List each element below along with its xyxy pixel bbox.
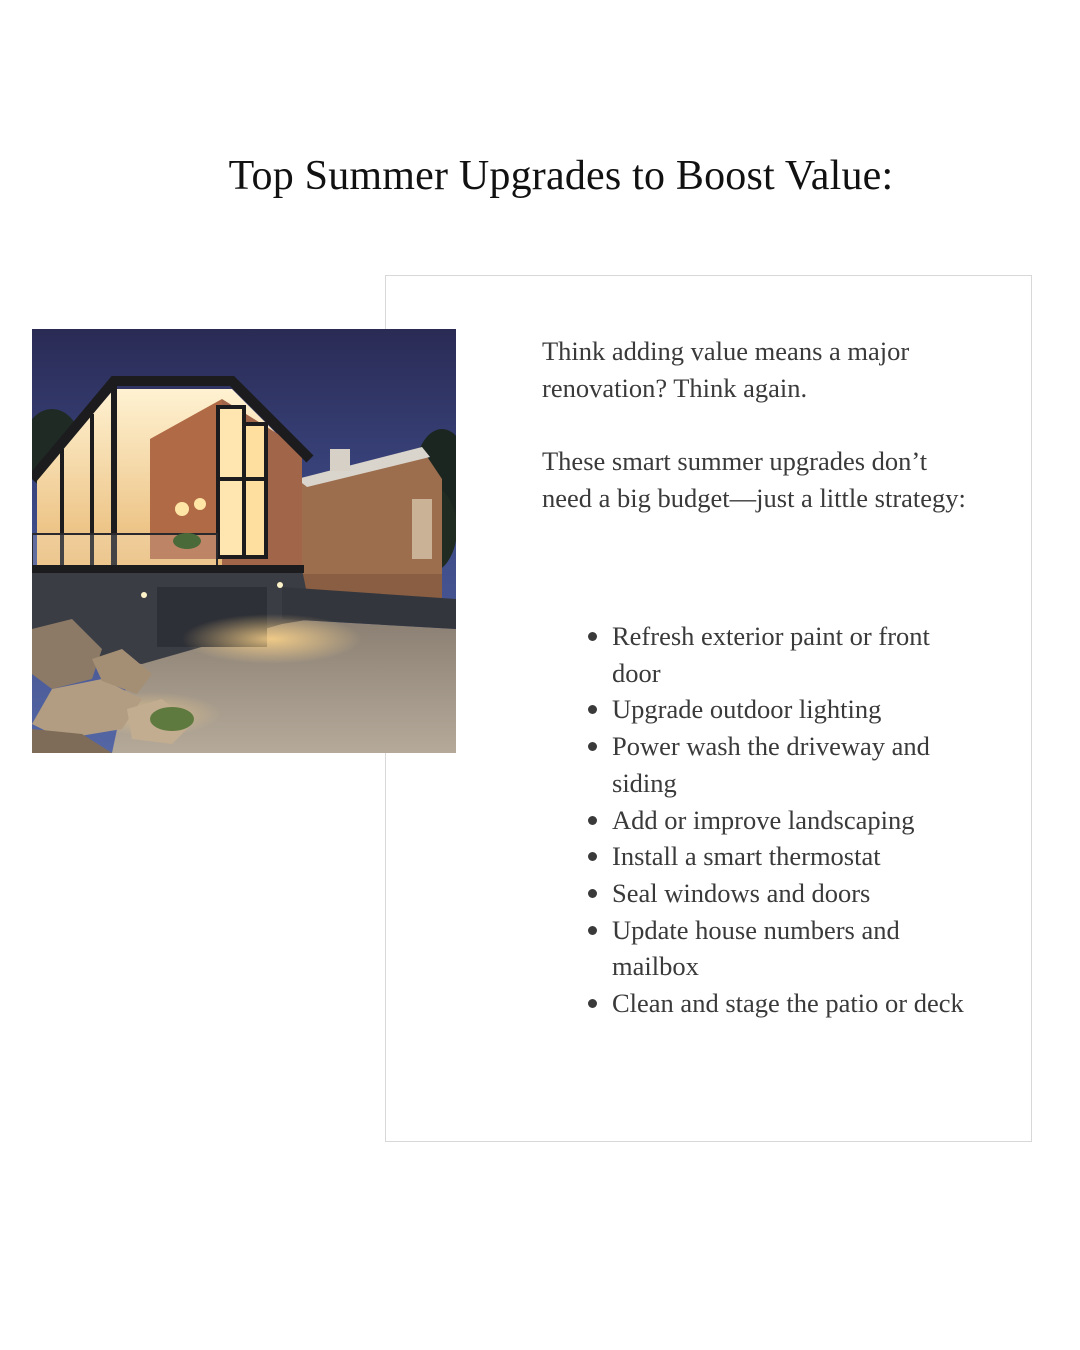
intro-text [542, 333, 972, 517]
bullet-icon [588, 889, 597, 898]
page-title: Top Summer Upgrades to Boost Value: [228, 153, 894, 199]
list-item-label: Seal windows and doors [612, 877, 871, 908]
wall-light [277, 582, 283, 588]
list-item [612, 875, 972, 912]
list-item-label: Add or improve landscaping [612, 804, 915, 835]
ground-glow [182, 614, 362, 664]
upgrades-list [612, 618, 972, 1022]
list-item-label: Upgrade outdoor lighting [612, 694, 882, 725]
bullet-icon [588, 999, 597, 1008]
list-item [612, 912, 972, 985]
bullet-icon [588, 742, 597, 751]
list-item-label: Update house numbers and mailbox [612, 914, 900, 982]
bullet-icon [588, 852, 597, 861]
bullet-icon [588, 705, 597, 714]
list-item-label: Clean and stage the patio or deck [612, 988, 964, 1019]
list-item [612, 838, 972, 875]
list-item [612, 618, 972, 691]
info-card [385, 275, 1032, 1142]
bullet-icon [588, 926, 597, 935]
house-illustration [32, 329, 456, 753]
list-item [612, 728, 972, 801]
bullet-icon [588, 816, 597, 825]
list-item-label: Refresh exterior paint or front door [612, 621, 930, 688]
list-item [612, 691, 972, 728]
intro-paragraph-2: These smart summer upgrades don’t need a big budget—just a little strategy: [542, 446, 966, 513]
garage-light [141, 592, 147, 598]
intro-paragraph-1: Think adding value means a major renovation? Think again. [542, 336, 910, 403]
list-item-label: Power wash the driveway and siding [612, 731, 930, 798]
house-photo [32, 329, 456, 753]
list-item-label: Install a smart thermostat [612, 841, 881, 872]
list-item [612, 802, 972, 839]
bullet-icon [588, 632, 597, 641]
list-item [612, 985, 972, 1022]
